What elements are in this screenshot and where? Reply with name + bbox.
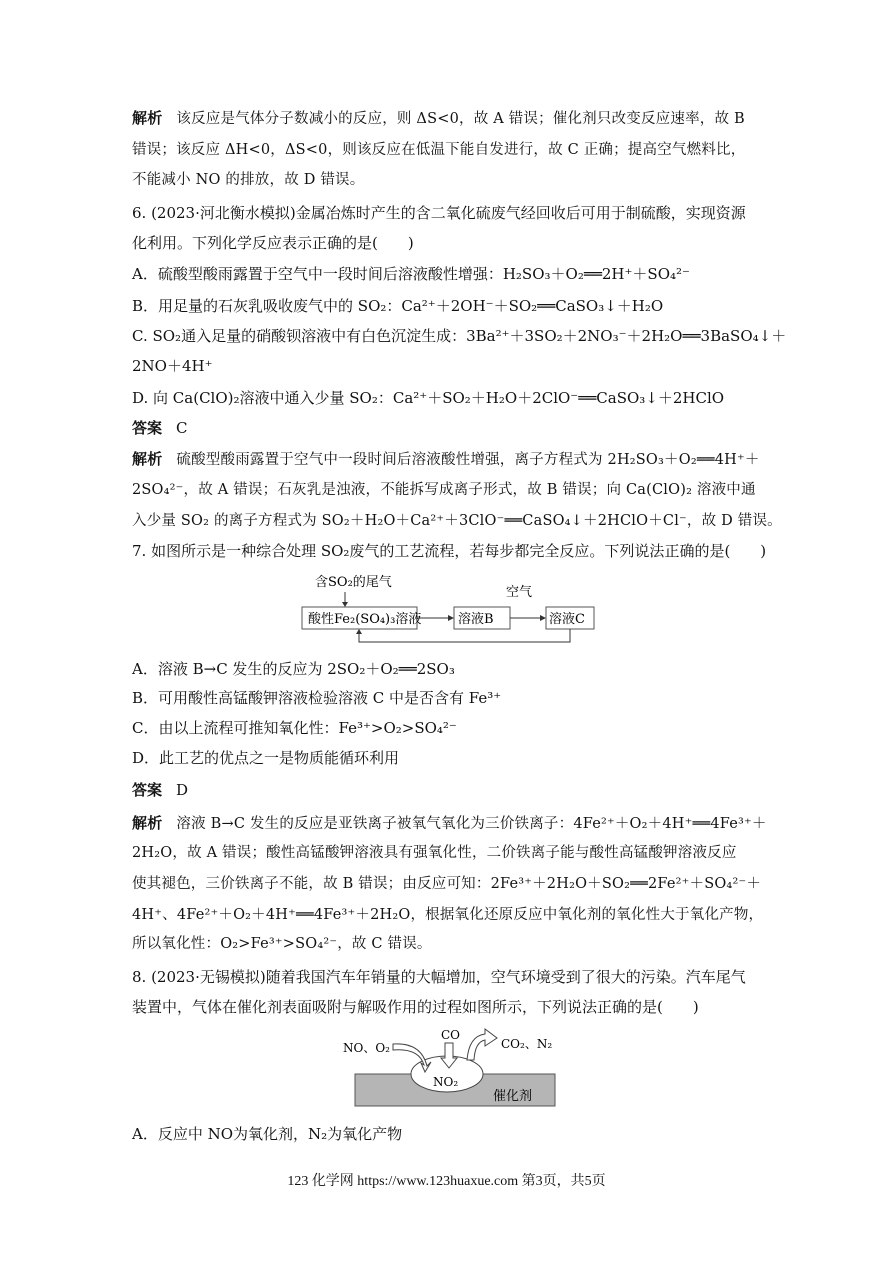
flow-recycle-arrowhead	[356, 629, 362, 634]
no2-bubble-label: NO₂	[433, 1075, 459, 1089]
line-tag: 解析	[132, 109, 163, 127]
line-text: 6. (2023·河北衡水模拟)金属冶炼时产生的含二氧化硫废气经回收后可用于制硫酸，实现资源	[132, 204, 746, 222]
right-gas-arrow	[467, 1029, 497, 1060]
line-text: B．可用酸性高锰酸钾溶液检验溶液 C 中是否含有 Fe³⁺	[132, 689, 502, 707]
line-text: 装置中，气体在催化剂表面吸附与解吸作用的过程如图所示，下列说法正确的是( )	[132, 998, 699, 1016]
text-line	[132, 905, 763, 925]
text-line	[132, 326, 786, 346]
line-tag: 解析	[132, 814, 163, 832]
line-tag: 答案	[132, 781, 163, 799]
text-line	[132, 874, 761, 894]
text-line	[132, 997, 699, 1017]
text-line	[132, 264, 690, 284]
page-footer: 123 化学网 https://www.123huaxue.com 第3页，共5页	[287, 1174, 606, 1189]
text-line	[132, 140, 745, 160]
catalyst-adsorption-diagram	[335, 1026, 575, 1110]
left-gas-arrow	[393, 1044, 431, 1072]
left-gas-label: NO、O₂	[343, 1041, 390, 1055]
line-text: B．用足量的石灰乳吸收废气中的 SO₂：Ca²⁺＋2OH⁻＋SO₂══CaSO₃↓＋H₂O	[132, 297, 664, 315]
text-line	[132, 480, 756, 500]
text-line	[132, 356, 213, 376]
text-line	[132, 511, 782, 531]
text-line	[132, 934, 432, 954]
flow-air-label: 空气	[506, 585, 533, 600]
text-line	[132, 170, 364, 190]
text-line	[132, 108, 745, 129]
line-text: 8. (2023·无锡模拟)随着我国汽车年销量的大幅增加，空气环境受到了很大的污染。汽车尾气	[132, 968, 746, 986]
line-text: 所以氧化性：O₂>Fe³⁺>SO₄²⁻，故 C 错误。	[132, 936, 432, 952]
text-line	[132, 688, 501, 708]
text-line	[132, 967, 746, 987]
flow-box-1-label: 酸性Fe₂(SO₄)₃溶液	[308, 612, 422, 627]
line-text: A．溶液 B→C 发生的反应为 2SO₂＋O₂══2SO₃	[132, 660, 455, 678]
line-text: A．硫酸型酸雨露置于空气中一段时间后溶液酸性增强：H₂SO₃＋O₂══2H⁺＋SO₄²⁻	[132, 265, 690, 283]
flow-input-arrowhead	[342, 602, 348, 607]
line-text: C．由以上流程可推知氧化性：Fe³⁺>O₂>SO₄²⁻	[132, 719, 457, 737]
line-text: 溶液 B→C 发生的反应是亚铁离子被氧气氧化为三价铁离子：4Fe²⁺＋O₂＋4H⁺══4Fe³⁺＋	[176, 816, 767, 832]
line-text: D	[176, 781, 189, 799]
line-text: 入少量 SO₂ 的离子方程式为 SO₂＋H₂O＋Ca²⁺＋3ClO⁻══CaSO₄↓＋2HClO＋Cl⁻，故 D 错误。	[132, 513, 782, 529]
text-line	[132, 780, 188, 800]
line-text: 7. 如图所示是一种综合处理 SO₂废气的工艺流程，若每步都完全反应。下列说法正确的是( )	[132, 542, 767, 560]
text-line	[132, 748, 399, 768]
co-label: CO	[441, 1028, 461, 1042]
text-line	[132, 296, 663, 316]
line-text: 2NO＋4H⁺	[132, 357, 213, 375]
line-text: 使其褪色，三价铁离子不能，故 B 错误；由反应可知：2Fe³⁺＋2H₂O＋SO₂══2Fe²⁺＋SO₄²⁻＋	[132, 876, 762, 892]
flow-input-label: 含SO₂的尾气	[315, 575, 392, 590]
line-text: D. 向 Ca(ClO)₂溶液中通入少量 SO₂：Ca²⁺＋SO₂＋H₂O＋2ClO⁻══CaSO₃↓＋2HClO	[132, 389, 725, 407]
text-line	[132, 418, 188, 438]
flow-box-3-label: 溶液C	[549, 612, 585, 627]
line-text: A．反应中 NO为氧化剂，N₂为氧化产物	[132, 1125, 403, 1143]
text-line	[132, 843, 737, 863]
line-text: 2H₂O，故 A 错误；酸性高锰酸钾溶液具有强氧化性，二价铁离子能与酸性高锰酸钾溶液反应	[132, 845, 737, 861]
line-text: 2SO₄²⁻，故 A 错误；石灰乳是浊液，不能拆写成离子形式，故 B 错误；向 Ca(ClO)₂ 溶液中通	[132, 482, 756, 498]
flow-arrow-1-head	[448, 615, 454, 621]
text-line	[132, 388, 724, 408]
catalyst-base-label: 催化剂	[493, 1089, 533, 1104]
text-line	[132, 813, 767, 834]
line-text: C	[176, 419, 188, 437]
text-line	[132, 449, 760, 470]
line-text: D．此工艺的优点之一是物质能循环利用	[132, 749, 400, 767]
line-tag: 答案	[132, 419, 163, 437]
flow-box-2-label: 溶液B	[458, 612, 494, 627]
flow-arrow-2-head	[540, 615, 546, 621]
text-line	[132, 718, 457, 738]
line-text: 不能减小 NO 的排放，故 D 错误。	[132, 172, 365, 188]
line-text: 硫酸型酸雨露置于空气中一段时间后溶液酸性增强，离子方程式为 2H₂SO₃＋O₂══4H⁺＋	[176, 452, 760, 468]
text-line	[132, 1124, 402, 1144]
line-text: 4H⁺、4Fe²⁺＋O₂＋4H⁺══4Fe³⁺＋2H₂O，根据氧化还原反应中氧化剂的氧化性大于氧化产物，	[132, 907, 764, 923]
line-text: 化利用。下列化学反应表示正确的是( )	[132, 234, 414, 252]
line-text: 该反应是气体分子数减小的反应，则 ΔS<0，故 A 错误；催化剂只改变反应速率，故 B	[176, 111, 745, 127]
right-gas-label: CO₂、N₂	[501, 1037, 553, 1051]
line-text: C. SO₂通入足量的硝酸钡溶液中有白色沉淀生成：3Ba²⁺＋3SO₂＋2NO₃⁻＋2H₂O══3BaSO₄↓＋	[132, 327, 787, 345]
line-tag: 解析	[132, 450, 163, 468]
process-flow-diagram	[290, 570, 610, 650]
flow-recycle-line	[359, 629, 570, 642]
text-line	[132, 203, 746, 223]
text-line	[132, 659, 455, 679]
text-line	[132, 541, 766, 561]
line-text: 错误；该反应 ΔH<0，ΔS<0，则该反应在低温下能自发进行，故 C 正确；提高空气燃料比，	[132, 142, 746, 158]
text-line	[132, 233, 414, 253]
